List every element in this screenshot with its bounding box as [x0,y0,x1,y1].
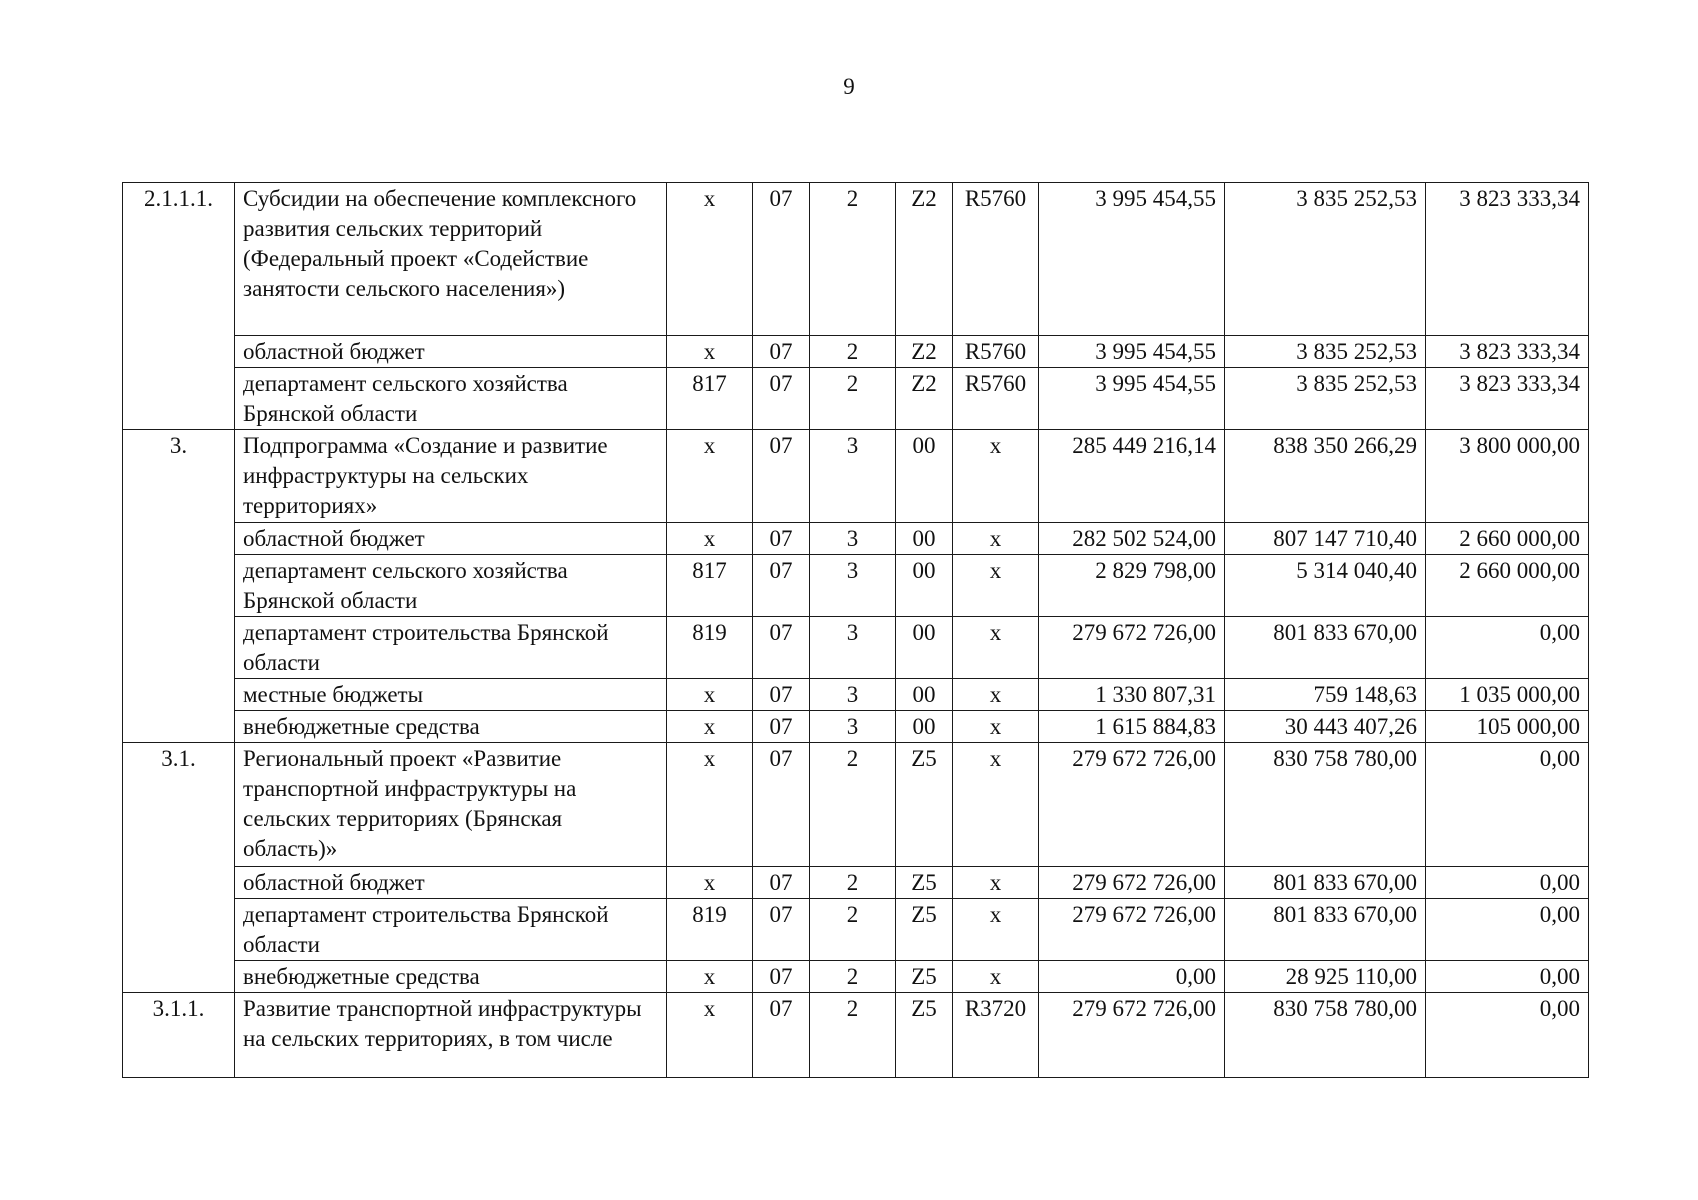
amount-year3-cell: 0,00 [1426,743,1589,867]
amount-year2-cell: 28 925 110,00 [1225,961,1426,993]
subprogram-code-cell: 3 [810,617,896,679]
expense-direction-cell: R5760 [953,336,1039,368]
item-name-cell: Субсидии на обеспечение комплексного развития сельских территорий (Федеральный проект «Содействие занятости сельского населения») [235,183,667,336]
amount-year1-cell: 285 449 216,14 [1039,430,1225,523]
expense-direction-cell: x [953,679,1039,711]
grbs-code-cell: x [667,336,753,368]
program-code-cell: 07 [753,899,810,961]
amount-year1-cell: 279 672 726,00 [1039,867,1225,899]
grbs-code-cell: x [667,183,753,336]
item-name-cell: областной бюджет [235,523,667,555]
expense-direction-cell: x [953,711,1039,743]
item-name-cell: местные бюджеты [235,679,667,711]
amount-year3-cell: 0,00 [1426,867,1589,899]
grbs-code-cell: x [667,523,753,555]
table-row [123,899,1589,961]
amount-year3-cell: 3 823 333,34 [1426,368,1589,430]
measure-code-cell: 00 [896,523,953,555]
measure-code-cell: Z5 [896,993,953,1078]
item-name-cell: департамент сельского хозяйства Брянской области [235,555,667,617]
budget-table-body [123,183,1589,1078]
table-row [123,555,1589,617]
program-code-cell: 07 [753,961,810,993]
grbs-code-cell: 819 [667,617,753,679]
measure-code-cell: Z5 [896,961,953,993]
page-number: 9 [843,74,855,99]
table-row [123,430,1589,523]
table-row [123,679,1589,711]
measure-code-cell: 00 [896,617,953,679]
item-name-cell: Региональный проект «Развитие транспортной инфраструктуры на сельских территориях (Брянская область)» [235,743,667,867]
table-row [123,961,1589,993]
measure-code-cell: Z5 [896,743,953,867]
grbs-code-cell: x [667,679,753,711]
program-code-cell: 07 [753,867,810,899]
item-name-cell: областной бюджет [235,336,667,368]
amount-year1-cell: 1 330 807,31 [1039,679,1225,711]
grbs-code-cell: 819 [667,899,753,961]
measure-code-cell: 00 [896,555,953,617]
subprogram-code-cell: 3 [810,679,896,711]
amount-year1-cell: 279 672 726,00 [1039,899,1225,961]
item-number-cell: 3.1. [123,743,235,993]
expense-direction-cell: R5760 [953,368,1039,430]
amount-year2-cell: 830 758 780,00 [1225,993,1426,1078]
measure-code-cell: Z5 [896,867,953,899]
program-code-cell: 07 [753,679,810,711]
expense-direction-cell: x [953,867,1039,899]
subprogram-code-cell: 2 [810,867,896,899]
amount-year1-cell: 3 995 454,55 [1039,336,1225,368]
amount-year2-cell: 830 758 780,00 [1225,743,1426,867]
amount-year2-cell: 801 833 670,00 [1225,899,1426,961]
amount-year3-cell: 0,00 [1426,993,1589,1078]
table-row [123,617,1589,679]
amount-year3-cell: 3 823 333,34 [1426,183,1589,336]
budget-table [122,182,1589,1078]
measure-code-cell: Z2 [896,336,953,368]
measure-code-cell: 00 [896,711,953,743]
program-code-cell: 07 [753,336,810,368]
program-code-cell: 07 [753,368,810,430]
subprogram-code-cell: 2 [810,961,896,993]
grbs-code-cell: x [667,993,753,1078]
amount-year2-cell: 3 835 252,53 [1225,368,1426,430]
subprogram-code-cell: 2 [810,183,896,336]
amount-year3-cell: 0,00 [1426,617,1589,679]
program-code-cell: 07 [753,430,810,523]
item-number-cell: 3.1.1. [123,993,235,1078]
table-row [123,368,1589,430]
amount-year1-cell: 0,00 [1039,961,1225,993]
expense-direction-cell: x [953,430,1039,523]
amount-year1-cell: 2 829 798,00 [1039,555,1225,617]
amount-year2-cell: 3 835 252,53 [1225,336,1426,368]
table-row [123,523,1589,555]
amount-year3-cell: 2 660 000,00 [1426,555,1589,617]
measure-code-cell: Z5 [896,899,953,961]
amount-year3-cell: 3 800 000,00 [1426,430,1589,523]
subprogram-code-cell: 2 [810,993,896,1078]
amount-year2-cell: 5 314 040,40 [1225,555,1426,617]
grbs-code-cell: 817 [667,555,753,617]
amount-year2-cell: 838 350 266,29 [1225,430,1426,523]
table-row [123,743,1589,867]
amount-year3-cell: 2 660 000,00 [1426,523,1589,555]
expense-direction-cell: x [953,523,1039,555]
table-row [123,183,1589,336]
item-name-cell: областной бюджет [235,867,667,899]
amount-year2-cell: 807 147 710,40 [1225,523,1426,555]
program-code-cell: 07 [753,617,810,679]
measure-code-cell: 00 [896,430,953,523]
amount-year2-cell: 801 833 670,00 [1225,617,1426,679]
subprogram-code-cell: 2 [810,899,896,961]
item-name-cell: департамент строительства Брянской области [235,617,667,679]
expense-direction-cell: R3720 [953,993,1039,1078]
amount-year1-cell: 1 615 884,83 [1039,711,1225,743]
grbs-code-cell: x [667,430,753,523]
subprogram-code-cell: 2 [810,368,896,430]
expense-direction-cell: x [953,899,1039,961]
grbs-code-cell: 817 [667,368,753,430]
amount-year3-cell: 1 035 000,00 [1426,679,1589,711]
item-name-cell: Подпрограмма «Создание и развитие инфраструктуры на сельских территориях» [235,430,667,523]
amount-year2-cell: 3 835 252,53 [1225,183,1426,336]
expense-direction-cell: x [953,743,1039,867]
grbs-code-cell: x [667,867,753,899]
item-name-cell: внебюджетные средства [235,961,667,993]
expense-direction-cell: x [953,555,1039,617]
item-name-cell: департамент строительства Брянской области [235,899,667,961]
table-row [123,993,1589,1078]
program-code-cell: 07 [753,555,810,617]
expense-direction-cell: x [953,617,1039,679]
expense-direction-cell: x [953,961,1039,993]
item-name-cell: департамент сельского хозяйства Брянской области [235,368,667,430]
grbs-code-cell: x [667,711,753,743]
grbs-code-cell: x [667,961,753,993]
expense-direction-cell: R5760 [953,183,1039,336]
measure-code-cell: Z2 [896,183,953,336]
program-code-cell: 07 [753,711,810,743]
item-name-cell: внебюджетные средства [235,711,667,743]
subprogram-code-cell: 2 [810,336,896,368]
program-code-cell: 07 [753,743,810,867]
subprogram-code-cell: 3 [810,430,896,523]
amount-year3-cell: 3 823 333,34 [1426,336,1589,368]
grbs-code-cell: x [667,743,753,867]
table-row [123,336,1589,368]
amount-year2-cell: 759 148,63 [1225,679,1426,711]
item-name-cell: Развитие транспортной инфраструктуры на сельских территориях, в том числе [235,993,667,1078]
program-code-cell: 07 [753,183,810,336]
amount-year2-cell: 30 443 407,26 [1225,711,1426,743]
amount-year3-cell: 0,00 [1426,899,1589,961]
amount-year1-cell: 3 995 454,55 [1039,368,1225,430]
amount-year3-cell: 105 000,00 [1426,711,1589,743]
item-number-cell: 3. [123,430,235,743]
program-code-cell: 07 [753,523,810,555]
measure-code-cell: Z2 [896,368,953,430]
amount-year1-cell: 3 995 454,55 [1039,183,1225,336]
amount-year1-cell: 279 672 726,00 [1039,743,1225,867]
amount-year1-cell: 279 672 726,00 [1039,993,1225,1078]
measure-code-cell: 00 [896,679,953,711]
subprogram-code-cell: 3 [810,555,896,617]
item-number-cell: 2.1.1.1. [123,183,235,430]
subprogram-code-cell: 3 [810,711,896,743]
table-row [123,711,1589,743]
subprogram-code-cell: 3 [810,523,896,555]
program-code-cell: 07 [753,993,810,1078]
amount-year1-cell: 279 672 726,00 [1039,617,1225,679]
amount-year3-cell: 0,00 [1426,961,1589,993]
subprogram-code-cell: 2 [810,743,896,867]
table-row [123,867,1589,899]
amount-year1-cell: 282 502 524,00 [1039,523,1225,555]
amount-year2-cell: 801 833 670,00 [1225,867,1426,899]
